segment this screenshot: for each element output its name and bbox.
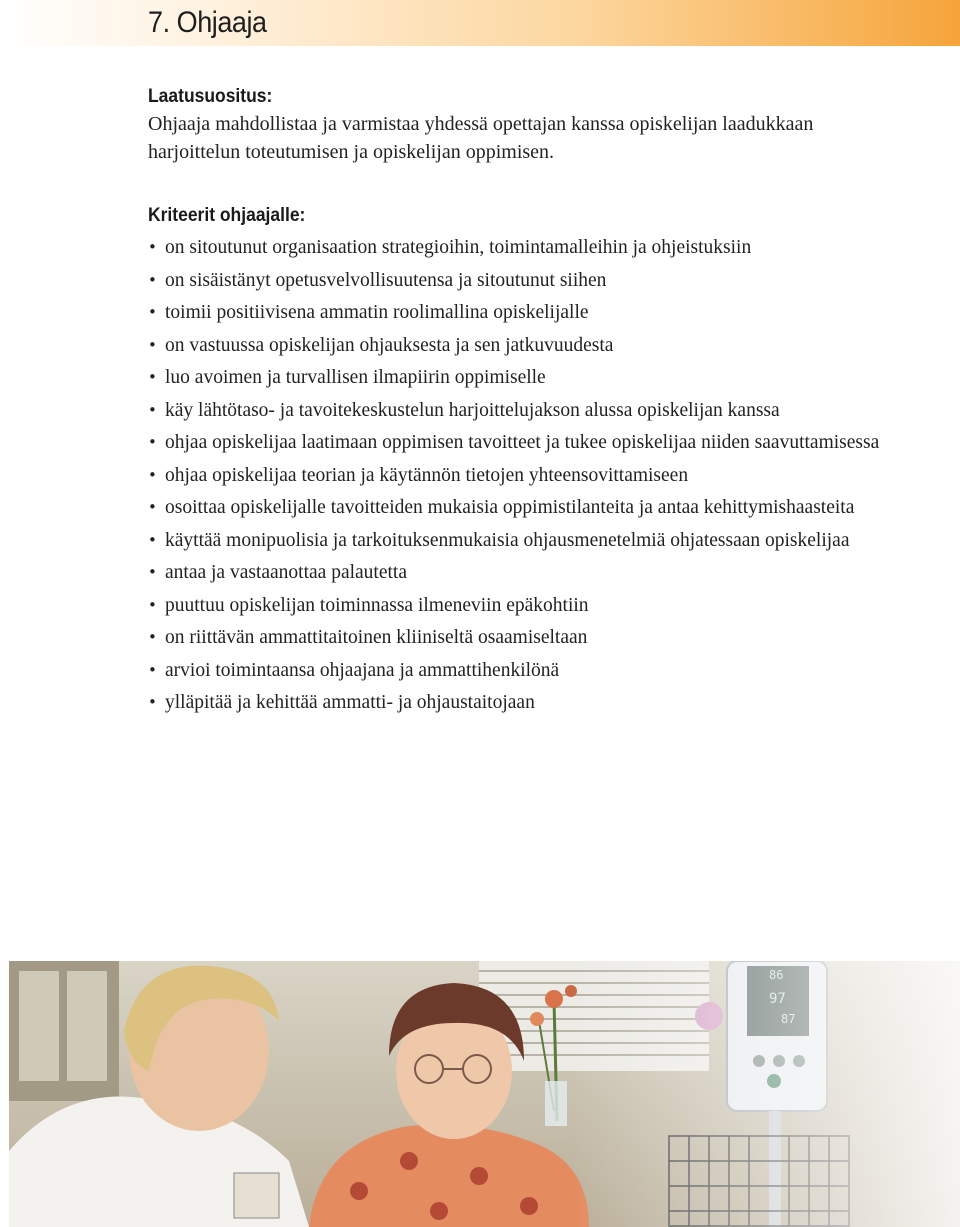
- window-pane: [67, 971, 107, 1081]
- criteria-section: [148, 203, 908, 722]
- criteria-list: [148, 234, 908, 716]
- photo-nurse-and-patient: [9, 961, 960, 1227]
- bullet-icon: •: [148, 563, 157, 581]
- bullet-icon: •: [148, 400, 157, 419]
- list-item: [148, 559, 908, 586]
- list-item: [148, 234, 908, 261]
- list-item: [148, 592, 908, 619]
- list-item-text: on riittävän ammattitaitoinen kliiniseltä osaamiseltaan: [165, 627, 588, 648]
- list-item: [148, 332, 908, 359]
- list-item: [148, 397, 908, 424]
- bullet-icon: •: [148, 595, 157, 614]
- recommendation-text: Ohjaaja mahdollistaa ja varmistaa yhdessä opettajan kanssa opiskelijan laadukkaan harjoittelun toteutumisen ja opiskelijan oppimisen.: [148, 113, 814, 163]
- criteria-heading: Kriteerit ohjaajalle:: [148, 205, 306, 226]
- recommendation-section: [148, 84, 908, 166]
- bullet-icon: •: [148, 368, 157, 386]
- bullet-icon: •: [148, 238, 157, 256]
- list-item-text: luo avoimen ja turvallisen ilmapiirin oppimiselle: [165, 367, 546, 388]
- list-item-text: on sisäistänyt opetusvelvollisuutensa ja sitoutunut siihen: [165, 269, 607, 291]
- photo-illustration: [9, 961, 960, 1227]
- page-title: 7. Ohjaaja: [148, 6, 267, 39]
- list-item: [148, 429, 908, 456]
- list-item-text: puuttuu opiskelijan toiminnassa ilmeneviin epäkohtiin: [165, 594, 589, 616]
- bullet-icon: •: [148, 270, 157, 289]
- header-band: [0, 0, 960, 46]
- list-item-text: käyttää monipuolisia ja tarkoituksenmukaisia ohjausmenetelmiä ohjatessaan opiskelijaa: [165, 529, 850, 551]
- bullet-icon: •: [148, 433, 157, 451]
- list-item-text: on sitoutunut organisaation strategioihin, toimintamalleihin ja ohjeistuksiin: [165, 237, 752, 258]
- list-item: [148, 462, 908, 489]
- list-item-text: käy lähtötaso- ja tavoitekeskustelun harjoittelujakson alussa opiskelijan kanssa: [165, 399, 780, 421]
- list-item-text: ohjaa opiskelijaa teorian ja käytännön tietojen yhteensovittamiseen: [165, 464, 689, 486]
- list-item: [148, 267, 908, 294]
- recommendation-heading: Laatusuositus:: [148, 86, 273, 107]
- list-item-text: ohjaa opiskelijaa laatimaan oppimisen tavoitteet ja tukee opiskelijaa niiden saavuttamisessa: [165, 432, 880, 453]
- photo-fade: [569, 961, 960, 1227]
- list-item-text: on vastuussa opiskelijan ohjauksesta ja sen jatkuvuudesta: [165, 334, 614, 356]
- window-pane: [19, 971, 59, 1081]
- list-item: [148, 527, 908, 554]
- list-item-text: arvioi toimintaansa ohjaajana ja ammattihenkilönä: [165, 659, 560, 681]
- list-item: [148, 689, 908, 716]
- list-item-text: osoittaa opiskelijalle tavoitteiden mukaisia oppimistilanteita ja antaa kehittymishaasteita: [165, 497, 855, 518]
- bullet-icon: •: [148, 660, 157, 679]
- list-item-text: antaa ja vastaanottaa palautetta: [165, 562, 407, 583]
- bullet-icon: •: [148, 693, 157, 711]
- bullet-icon: •: [148, 498, 157, 516]
- list-item: [148, 364, 908, 391]
- list-item-text: toimii positiivisena ammatin roolimallina opiskelijalle: [165, 302, 589, 323]
- list-item-text: ylläpitää ja kehittää ammatti- ja ohjaustaitojaan: [165, 692, 535, 713]
- list-item: [148, 624, 908, 651]
- bullet-icon: •: [148, 335, 157, 354]
- bullet-icon: •: [148, 303, 157, 321]
- list-item: [148, 657, 908, 684]
- bullet-icon: •: [148, 530, 157, 549]
- list-item: [148, 299, 908, 326]
- bullet-icon: •: [148, 465, 157, 484]
- list-item: [148, 494, 908, 521]
- bullet-icon: •: [148, 628, 157, 646]
